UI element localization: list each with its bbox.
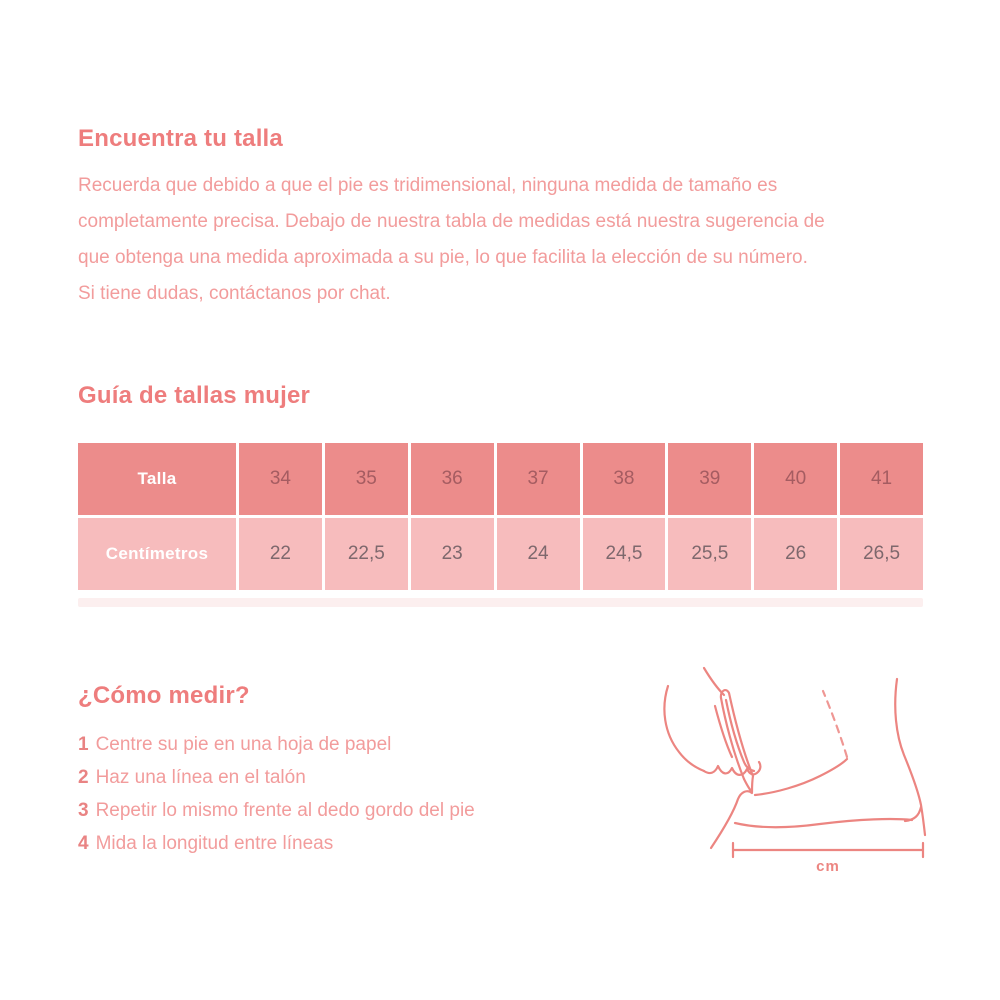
pencil-tip [744,776,753,792]
hand-top-line [704,668,724,695]
cm-cell: 23 [411,518,494,590]
size-cell: 41 [840,443,923,515]
instep-line [755,759,847,795]
cm-cell: 22 [239,518,322,590]
size-cell: 39 [668,443,751,515]
cm-cell: 26 [754,518,837,590]
row-label-centimetros: Centímetros [78,518,236,590]
step-text: Repetir lo mismo frente al dedo gordo del pie [95,800,475,821]
paragraph-line: Recuerda que debido a que el pie es tridimensional, ninguna medida de tamaño es [78,175,778,196]
sole-line [735,819,912,827]
measure-step [78,794,475,827]
size-cell: 35 [325,443,408,515]
paragraph-line: completamente precisa. Debajo de nuestra tabla de medidas está nuestra sugerencia de [78,211,825,232]
shin-dashed-line [823,691,847,757]
size-cell: 34 [239,443,322,515]
row-label-talla: Talla [78,443,236,515]
measure-step [78,827,475,860]
cm-unit-label: cm [816,858,840,875]
step-text: Centre su pie en una hoja de papel [95,734,392,755]
size-cell: 37 [497,443,580,515]
cm-cell: 26,5 [840,518,923,590]
measure-steps-list [78,728,475,860]
foot-measurement-illustration [635,650,955,875]
paragraph-line: que obtenga una medida aproximada a su pie, lo que facilita la elección de su número. [78,247,808,268]
step-number: 1 [78,734,89,755]
hand-wrist-line [664,686,704,771]
size-guide-title: Guía de tallas mujer [78,382,311,409]
cm-cell: 25,5 [668,518,751,590]
find-size-title: Encuentra tu talla [78,125,283,152]
cm-cell: 24,5 [583,518,666,590]
measure-step [78,728,475,761]
paragraph-line: Si tiene dudas, contáctanos por chat. [78,283,391,304]
size-cell: 40 [754,443,837,515]
cm-cell: 24 [497,518,580,590]
step-number: 2 [78,767,89,788]
table-shadow [78,598,923,607]
size-table-row-talla [78,443,923,515]
size-table [78,443,923,590]
size-cell: 38 [583,443,666,515]
cm-cell: 22,5 [325,518,408,590]
step-text: Haz una línea en el talón [95,767,306,788]
size-table-row-centimetros [78,518,923,590]
measure-step [78,761,475,794]
size-cell: 36 [411,443,494,515]
how-to-measure-title: ¿Cómo medir? [78,682,250,709]
step-number: 4 [78,833,89,854]
find-size-paragraph [78,168,825,312]
step-text: Mida la longitud entre líneas [95,833,334,854]
step-number: 3 [78,800,89,821]
toe-front-line [711,791,752,848]
